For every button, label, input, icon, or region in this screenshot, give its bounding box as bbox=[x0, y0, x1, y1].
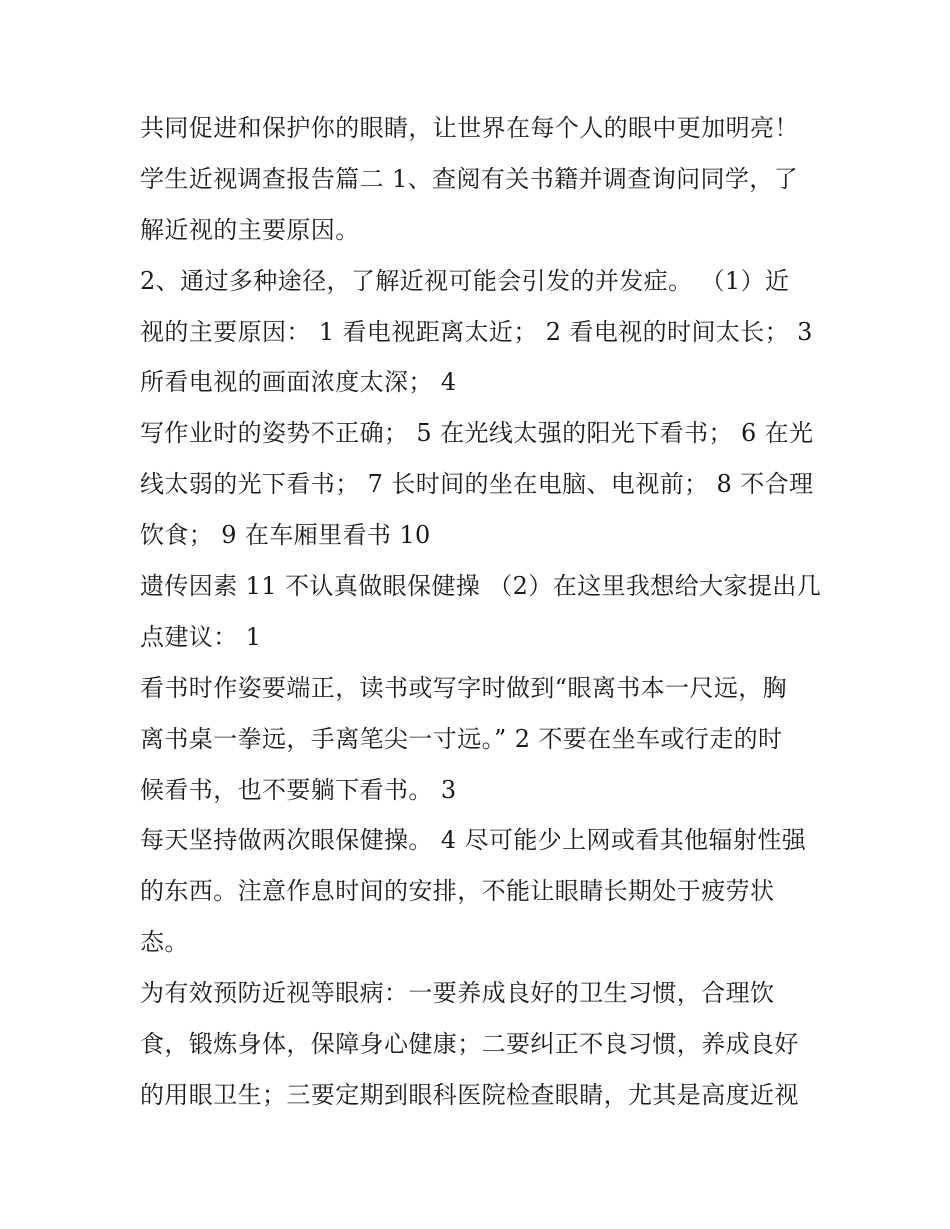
text-line: 学生近视调查报告篇二 1、查阅有关书籍并调查询问同学，了 bbox=[140, 164, 799, 193]
text-line: 解近视的主要原因。 bbox=[140, 215, 360, 244]
text-line: 饮食； 9 在车厢里看书 10 bbox=[140, 521, 431, 550]
text-line: 2、通过多种途径，了解近视可能会引发的并发症。 （1）近 bbox=[140, 266, 790, 295]
text-line: 写作业时的姿势不正确； 5 在光线太强的阳光下看书； 6 在光 bbox=[140, 419, 814, 448]
text-line: 食，锻炼身体，保障身心健康；二要纠正不良习惯，养成良好 bbox=[140, 1030, 799, 1059]
text-line: 的用眼卫生；三要定期到眼科医院检查眼睛，尤其是高度近视 bbox=[140, 1080, 799, 1109]
text-line: 态。 bbox=[140, 928, 189, 957]
text-line: 的东西。注意作息时间的安排，不能让眼睛长期处于疲劳状 bbox=[140, 877, 775, 906]
text-line: 每天坚持做两次眼保健操。 4 尽可能少上网或看其他辐射性强 bbox=[140, 826, 807, 855]
text-line: 点建议： 1 bbox=[140, 622, 262, 651]
document-body bbox=[140, 103, 820, 1121]
text-line: 遗传因素 11 不认真做眼保健操 （2）在这里我想给大家提出几 bbox=[140, 572, 822, 601]
text-line: 共同促进和保护你的眼睛，让世界在每个人的眼中更加明亮！ bbox=[140, 114, 799, 142]
text-line: 视的主要原因： 1 看电视距离太近； 2 看电视的时间太长； 3 bbox=[140, 317, 813, 346]
text-line: 为有效预防近视等眼病：一要养成良好的卫生习惯，合理饮 bbox=[140, 979, 775, 1008]
text-line: 线太弱的光下看书； 7 长时间的坐在电脑、电视前； 8 不合理 bbox=[140, 470, 814, 499]
text-line: 候看书，也不要躺下看书。 3 bbox=[140, 775, 457, 804]
text-line: 看书时作姿要端正，读书或写字时做到“眼离书本一尺远，胸 bbox=[140, 673, 788, 702]
text-line: 离书桌一拳远，手离笔尖一寸远。” 2 不要在坐车或行走的时 bbox=[140, 724, 783, 753]
text-line: 所看电视的画面浓度太深； 4 bbox=[140, 368, 457, 397]
